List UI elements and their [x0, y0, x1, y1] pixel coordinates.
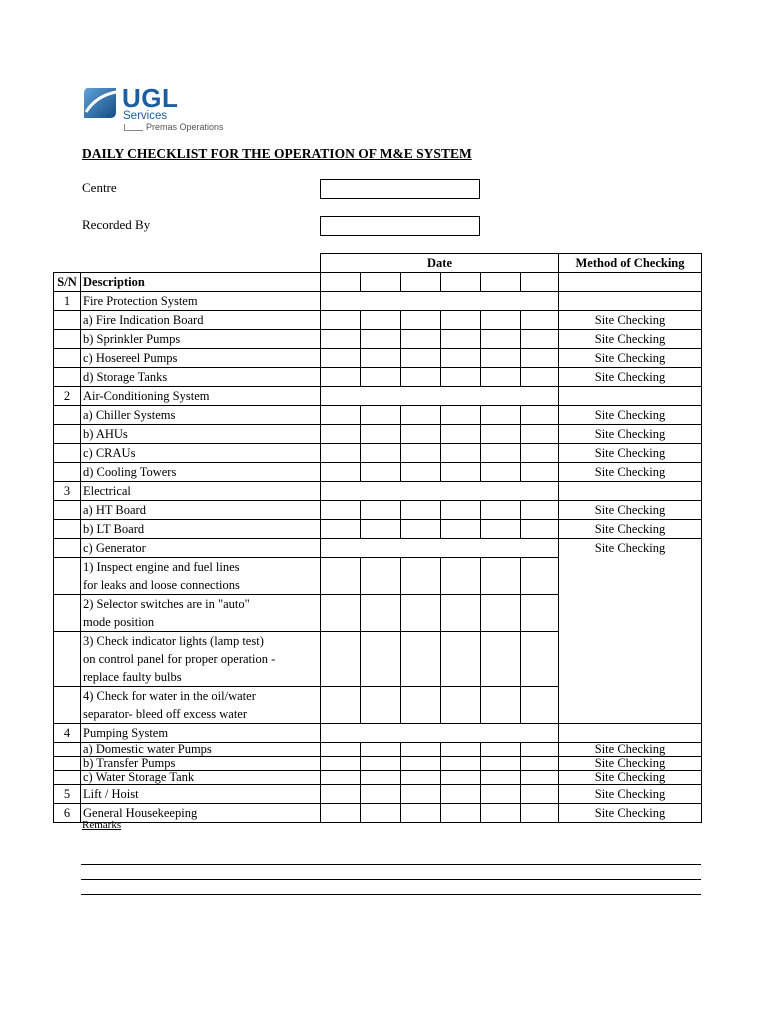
- generator-step-description: [81, 595, 321, 632]
- logo-brand-text: UGL: [122, 83, 179, 113]
- step-text-line: replace faulty bulbs: [83, 670, 182, 684]
- recorded-by-field[interactable]: [320, 216, 480, 236]
- date-cell[interactable]: [361, 771, 401, 785]
- sn-blank: [54, 330, 81, 349]
- date-cell[interactable]: [481, 501, 521, 520]
- date-cell[interactable]: [521, 349, 559, 368]
- ugl-logo-icon: [82, 86, 118, 120]
- date-cell[interactable]: [441, 804, 481, 823]
- date-cell[interactable]: [441, 632, 481, 687]
- step-text-line: mode position: [83, 615, 155, 629]
- date-cell[interactable]: [521, 757, 559, 771]
- date-cell[interactable]: [481, 804, 521, 823]
- section-row: [54, 387, 702, 406]
- section-method-cell: [559, 387, 702, 406]
- item-description: c) Water Storage Tank: [81, 771, 321, 785]
- date-cell[interactable]: [361, 743, 401, 757]
- date-cell[interactable]: [401, 444, 441, 463]
- item-row: [54, 463, 702, 482]
- date-cell[interactable]: [361, 425, 401, 444]
- date-cell[interactable]: [361, 501, 401, 520]
- item-description: b) LT Board: [81, 520, 321, 539]
- date-cell[interactable]: [521, 273, 559, 292]
- date-cell[interactable]: [521, 501, 559, 520]
- date-cell[interactable]: [521, 804, 559, 823]
- date-cell[interactable]: [361, 595, 401, 632]
- date-cell[interactable]: [361, 785, 401, 804]
- date-cell[interactable]: [521, 444, 559, 463]
- date-cell[interactable]: [521, 632, 559, 687]
- item-description: b) Sprinkler Pumps: [81, 330, 321, 349]
- date-cell[interactable]: [401, 595, 441, 632]
- date-cell[interactable]: [441, 425, 481, 444]
- step-text-line: for leaks and loose connections: [83, 578, 240, 592]
- method-cell: Site Checking: [559, 785, 702, 804]
- section-method-cell: [559, 482, 702, 501]
- item-description: a) Domestic water Pumps: [81, 743, 321, 757]
- section-number: 2: [54, 387, 81, 406]
- date-cell[interactable]: [481, 757, 521, 771]
- method-cell: Site Checking: [559, 463, 702, 482]
- sn-blank: [54, 368, 81, 387]
- section-title: Air-Conditioning System: [81, 387, 321, 406]
- method-cell: Site Checking: [559, 501, 702, 520]
- date-cell[interactable]: [361, 311, 401, 330]
- date-cell[interactable]: [361, 632, 401, 687]
- item-description: c) Generator: [81, 539, 321, 558]
- date-cell[interactable]: [441, 558, 481, 595]
- date-cell[interactable]: [441, 743, 481, 757]
- date-cell[interactable]: [361, 520, 401, 539]
- logo-services-text: Services: [123, 110, 168, 122]
- item-description: a) HT Board: [81, 501, 321, 520]
- method-cell: Site Checking: [559, 406, 702, 425]
- date-cell[interactable]: [321, 632, 361, 687]
- date-cell[interactable]: [321, 558, 361, 595]
- section-number: 6: [54, 804, 81, 823]
- date-cell[interactable]: [321, 771, 361, 785]
- date-cell[interactable]: [481, 349, 521, 368]
- date-cell[interactable]: [361, 330, 401, 349]
- item-row: [54, 349, 702, 368]
- date-cell[interactable]: [441, 273, 481, 292]
- item-row: [54, 539, 702, 558]
- sn-blank: [54, 406, 81, 425]
- sn-blank: [54, 539, 81, 558]
- date-cell[interactable]: [441, 785, 481, 804]
- generator-step-description: [81, 632, 321, 687]
- step-text-line: on control panel for proper operation -: [83, 652, 276, 666]
- date-cell[interactable]: [441, 463, 481, 482]
- method-cell: Site Checking: [559, 330, 702, 349]
- section-method-cell: [559, 292, 702, 311]
- sn-blank: [54, 425, 81, 444]
- sn-blank: [54, 349, 81, 368]
- document-title: DAILY CHECKLIST FOR THE OPERATION OF M&E SYSTEM: [82, 146, 472, 161]
- date-cell[interactable]: [481, 687, 521, 724]
- date-cell[interactable]: [401, 273, 441, 292]
- date-cell[interactable]: [481, 743, 521, 757]
- item-row: [54, 743, 702, 757]
- date-cell[interactable]: [401, 771, 441, 785]
- date-cell[interactable]: [441, 444, 481, 463]
- date-cell[interactable]: [401, 368, 441, 387]
- section-title: Pumping System: [81, 724, 321, 743]
- date-cell[interactable]: [321, 425, 361, 444]
- date-cell[interactable]: [481, 785, 521, 804]
- section-row: [54, 292, 702, 311]
- date-cell[interactable]: [401, 804, 441, 823]
- date-cell[interactable]: [321, 595, 361, 632]
- section-title: Electrical: [81, 482, 321, 501]
- section-row: [54, 804, 702, 823]
- date-cell[interactable]: [321, 330, 361, 349]
- date-cell[interactable]: [481, 463, 521, 482]
- date-cell[interactable]: [521, 463, 559, 482]
- date-cell[interactable]: [481, 520, 521, 539]
- step-text-line: 4) Check for water in the oil/water: [83, 689, 256, 703]
- sn-blank: [54, 743, 81, 757]
- date-cell[interactable]: [441, 757, 481, 771]
- date-cell[interactable]: [521, 368, 559, 387]
- date-cell[interactable]: [321, 687, 361, 724]
- date-cell[interactable]: [361, 558, 401, 595]
- logo-bracket: [124, 124, 143, 131]
- centre-field[interactable]: [320, 179, 480, 199]
- method-cell: Site Checking: [559, 520, 702, 539]
- sn-blank: [54, 687, 81, 724]
- item-description: b) Transfer Pumps: [81, 757, 321, 771]
- date-cell[interactable]: [321, 757, 361, 771]
- table-header-top: [54, 254, 702, 273]
- date-cell[interactable]: [321, 311, 361, 330]
- item-row: [54, 520, 702, 539]
- date-cell[interactable]: [361, 349, 401, 368]
- section-date-span: [321, 724, 559, 743]
- date-cell[interactable]: [321, 349, 361, 368]
- sn-blank: [54, 595, 81, 632]
- item-row: [54, 406, 702, 425]
- generator-step-description: [81, 687, 321, 724]
- date-cell[interactable]: [321, 406, 361, 425]
- method-cell: Site Checking: [559, 368, 702, 387]
- step-text-line: 3) Check indicator lights (lamp test): [83, 634, 264, 648]
- date-cell[interactable]: [401, 330, 441, 349]
- date-cell[interactable]: [521, 558, 559, 595]
- date-cell[interactable]: [321, 743, 361, 757]
- section-date-span: [321, 387, 559, 406]
- date-cell[interactable]: [481, 311, 521, 330]
- section-title: Fire Protection System: [81, 292, 321, 311]
- date-cell[interactable]: [441, 368, 481, 387]
- date-cell[interactable]: [521, 520, 559, 539]
- centre-label: Centre: [82, 180, 117, 195]
- checklist-table: [53, 253, 702, 823]
- sn-blank: [54, 558, 81, 595]
- date-header: Date: [321, 254, 559, 273]
- item-row: [54, 771, 702, 785]
- date-cell[interactable]: [321, 368, 361, 387]
- section-number: 4: [54, 724, 81, 743]
- item-description: c) Hosereel Pumps: [81, 349, 321, 368]
- date-cell[interactable]: [521, 406, 559, 425]
- date-cell[interactable]: [521, 311, 559, 330]
- section-number: 1: [54, 292, 81, 311]
- item-description: a) Chiller Systems: [81, 406, 321, 425]
- date-cell[interactable]: [441, 311, 481, 330]
- remarks-label: Remarks: [82, 819, 122, 831]
- date-cell[interactable]: [401, 743, 441, 757]
- date-cell[interactable]: [481, 368, 521, 387]
- item-row: [54, 757, 702, 771]
- date-cell[interactable]: [481, 330, 521, 349]
- step-text-line: 2) Selector switches are in "auto": [83, 597, 250, 611]
- step-text-line: 1) Inspect engine and fuel lines: [83, 560, 240, 574]
- date-cell[interactable]: [361, 406, 401, 425]
- sn-blank: [54, 771, 81, 785]
- date-cell[interactable]: [441, 330, 481, 349]
- date-cell[interactable]: [321, 804, 361, 823]
- date-cell[interactable]: [521, 425, 559, 444]
- item-row: [54, 311, 702, 330]
- remark-line[interactable]: [81, 879, 701, 880]
- method-cell: Site Checking: [559, 349, 702, 368]
- date-cell[interactable]: [361, 273, 401, 292]
- table-header-bottom: [54, 273, 702, 292]
- date-cell[interactable]: [441, 771, 481, 785]
- date-cell[interactable]: [481, 558, 521, 595]
- sn-blank: [54, 520, 81, 539]
- date-cell[interactable]: [401, 632, 441, 687]
- sn-blank: [54, 632, 81, 687]
- date-cell[interactable]: [521, 743, 559, 757]
- section-date-span: [321, 482, 559, 501]
- date-cell[interactable]: [361, 463, 401, 482]
- item-row: [54, 425, 702, 444]
- sn-blank: [54, 757, 81, 771]
- section-row: [54, 785, 702, 804]
- date-cell[interactable]: [321, 501, 361, 520]
- logo-tagline: Premas Operations: [146, 122, 224, 132]
- date-cell[interactable]: [321, 444, 361, 463]
- sn-blank: [54, 463, 81, 482]
- date-cell[interactable]: [481, 632, 521, 687]
- date-cell[interactable]: [361, 757, 401, 771]
- section-date-span: [321, 292, 559, 311]
- date-cell[interactable]: [481, 406, 521, 425]
- date-cell[interactable]: [401, 349, 441, 368]
- date-cell[interactable]: [321, 785, 361, 804]
- generator-date-span: [321, 539, 559, 558]
- date-cell[interactable]: [401, 501, 441, 520]
- date-cell[interactable]: [481, 273, 521, 292]
- date-cell[interactable]: [361, 687, 401, 724]
- sn-blank: [54, 311, 81, 330]
- generator-step-description: [81, 558, 321, 595]
- item-description: d) Storage Tanks: [81, 368, 321, 387]
- date-cell[interactable]: [401, 425, 441, 444]
- section-method-cell: [559, 724, 702, 743]
- date-cell[interactable]: [481, 771, 521, 785]
- date-cell[interactable]: [481, 425, 521, 444]
- date-cell[interactable]: [401, 406, 441, 425]
- date-cell[interactable]: [401, 785, 441, 804]
- item-description: b) AHUs: [81, 425, 321, 444]
- method-header: Method of Checking: [559, 254, 702, 273]
- date-cell[interactable]: [401, 687, 441, 724]
- date-cell[interactable]: [361, 368, 401, 387]
- date-cell[interactable]: [361, 444, 401, 463]
- method-cell: Site Checking: [559, 757, 702, 771]
- date-cell[interactable]: [521, 330, 559, 349]
- section-row: [54, 482, 702, 501]
- date-cell[interactable]: [401, 757, 441, 771]
- date-cell[interactable]: [441, 501, 481, 520]
- recorded-by-label: Recorded By: [82, 217, 151, 232]
- date-cell[interactable]: [321, 463, 361, 482]
- date-cell[interactable]: [401, 311, 441, 330]
- date-cell[interactable]: [521, 771, 559, 785]
- section-number: 3: [54, 482, 81, 501]
- date-cell[interactable]: [521, 785, 559, 804]
- date-cell[interactable]: [441, 520, 481, 539]
- method-cell: Site Checking: [559, 743, 702, 757]
- company-logo: [82, 83, 242, 136]
- item-row: [54, 368, 702, 387]
- method-cell: [559, 273, 702, 292]
- method-cell: Site Checking: [559, 771, 702, 785]
- date-cell[interactable]: [401, 520, 441, 539]
- method-cell: Site Checking: [559, 311, 702, 330]
- remark-line[interactable]: [81, 864, 701, 865]
- method-cell: Site Checking: [559, 539, 702, 724]
- item-row: [54, 501, 702, 520]
- item-description: a) Fire Indication Board: [81, 311, 321, 330]
- date-cell[interactable]: [361, 804, 401, 823]
- sn-blank: [54, 501, 81, 520]
- remark-line[interactable]: [81, 894, 701, 895]
- step-text-line: separator- bleed off excess water: [83, 707, 248, 721]
- date-cell[interactable]: [401, 463, 441, 482]
- date-cell[interactable]: [521, 595, 559, 632]
- section-number: 5: [54, 785, 81, 804]
- section-row: [54, 724, 702, 743]
- section-title: Lift / Hoist: [81, 785, 321, 804]
- item-description: d) Cooling Towers: [81, 463, 321, 482]
- date-cell[interactable]: [401, 558, 441, 595]
- date-cell[interactable]: [481, 595, 521, 632]
- date-cell[interactable]: [441, 349, 481, 368]
- date-cell[interactable]: [321, 273, 361, 292]
- date-cell[interactable]: [321, 520, 361, 539]
- date-cell[interactable]: [441, 406, 481, 425]
- date-cell[interactable]: [441, 595, 481, 632]
- method-cell: Site Checking: [559, 444, 702, 463]
- section-title: General Housekeeping: [81, 804, 321, 823]
- date-cell[interactable]: [441, 687, 481, 724]
- sn-header: S/N: [54, 273, 81, 292]
- item-description: c) CRAUs: [81, 444, 321, 463]
- item-row: [54, 444, 702, 463]
- date-cell[interactable]: [481, 444, 521, 463]
- date-cell[interactable]: [521, 687, 559, 724]
- description-header: Description: [81, 273, 321, 292]
- item-row: [54, 330, 702, 349]
- method-cell: Site Checking: [559, 804, 702, 823]
- sn-blank: [54, 444, 81, 463]
- method-cell: Site Checking: [559, 425, 702, 444]
